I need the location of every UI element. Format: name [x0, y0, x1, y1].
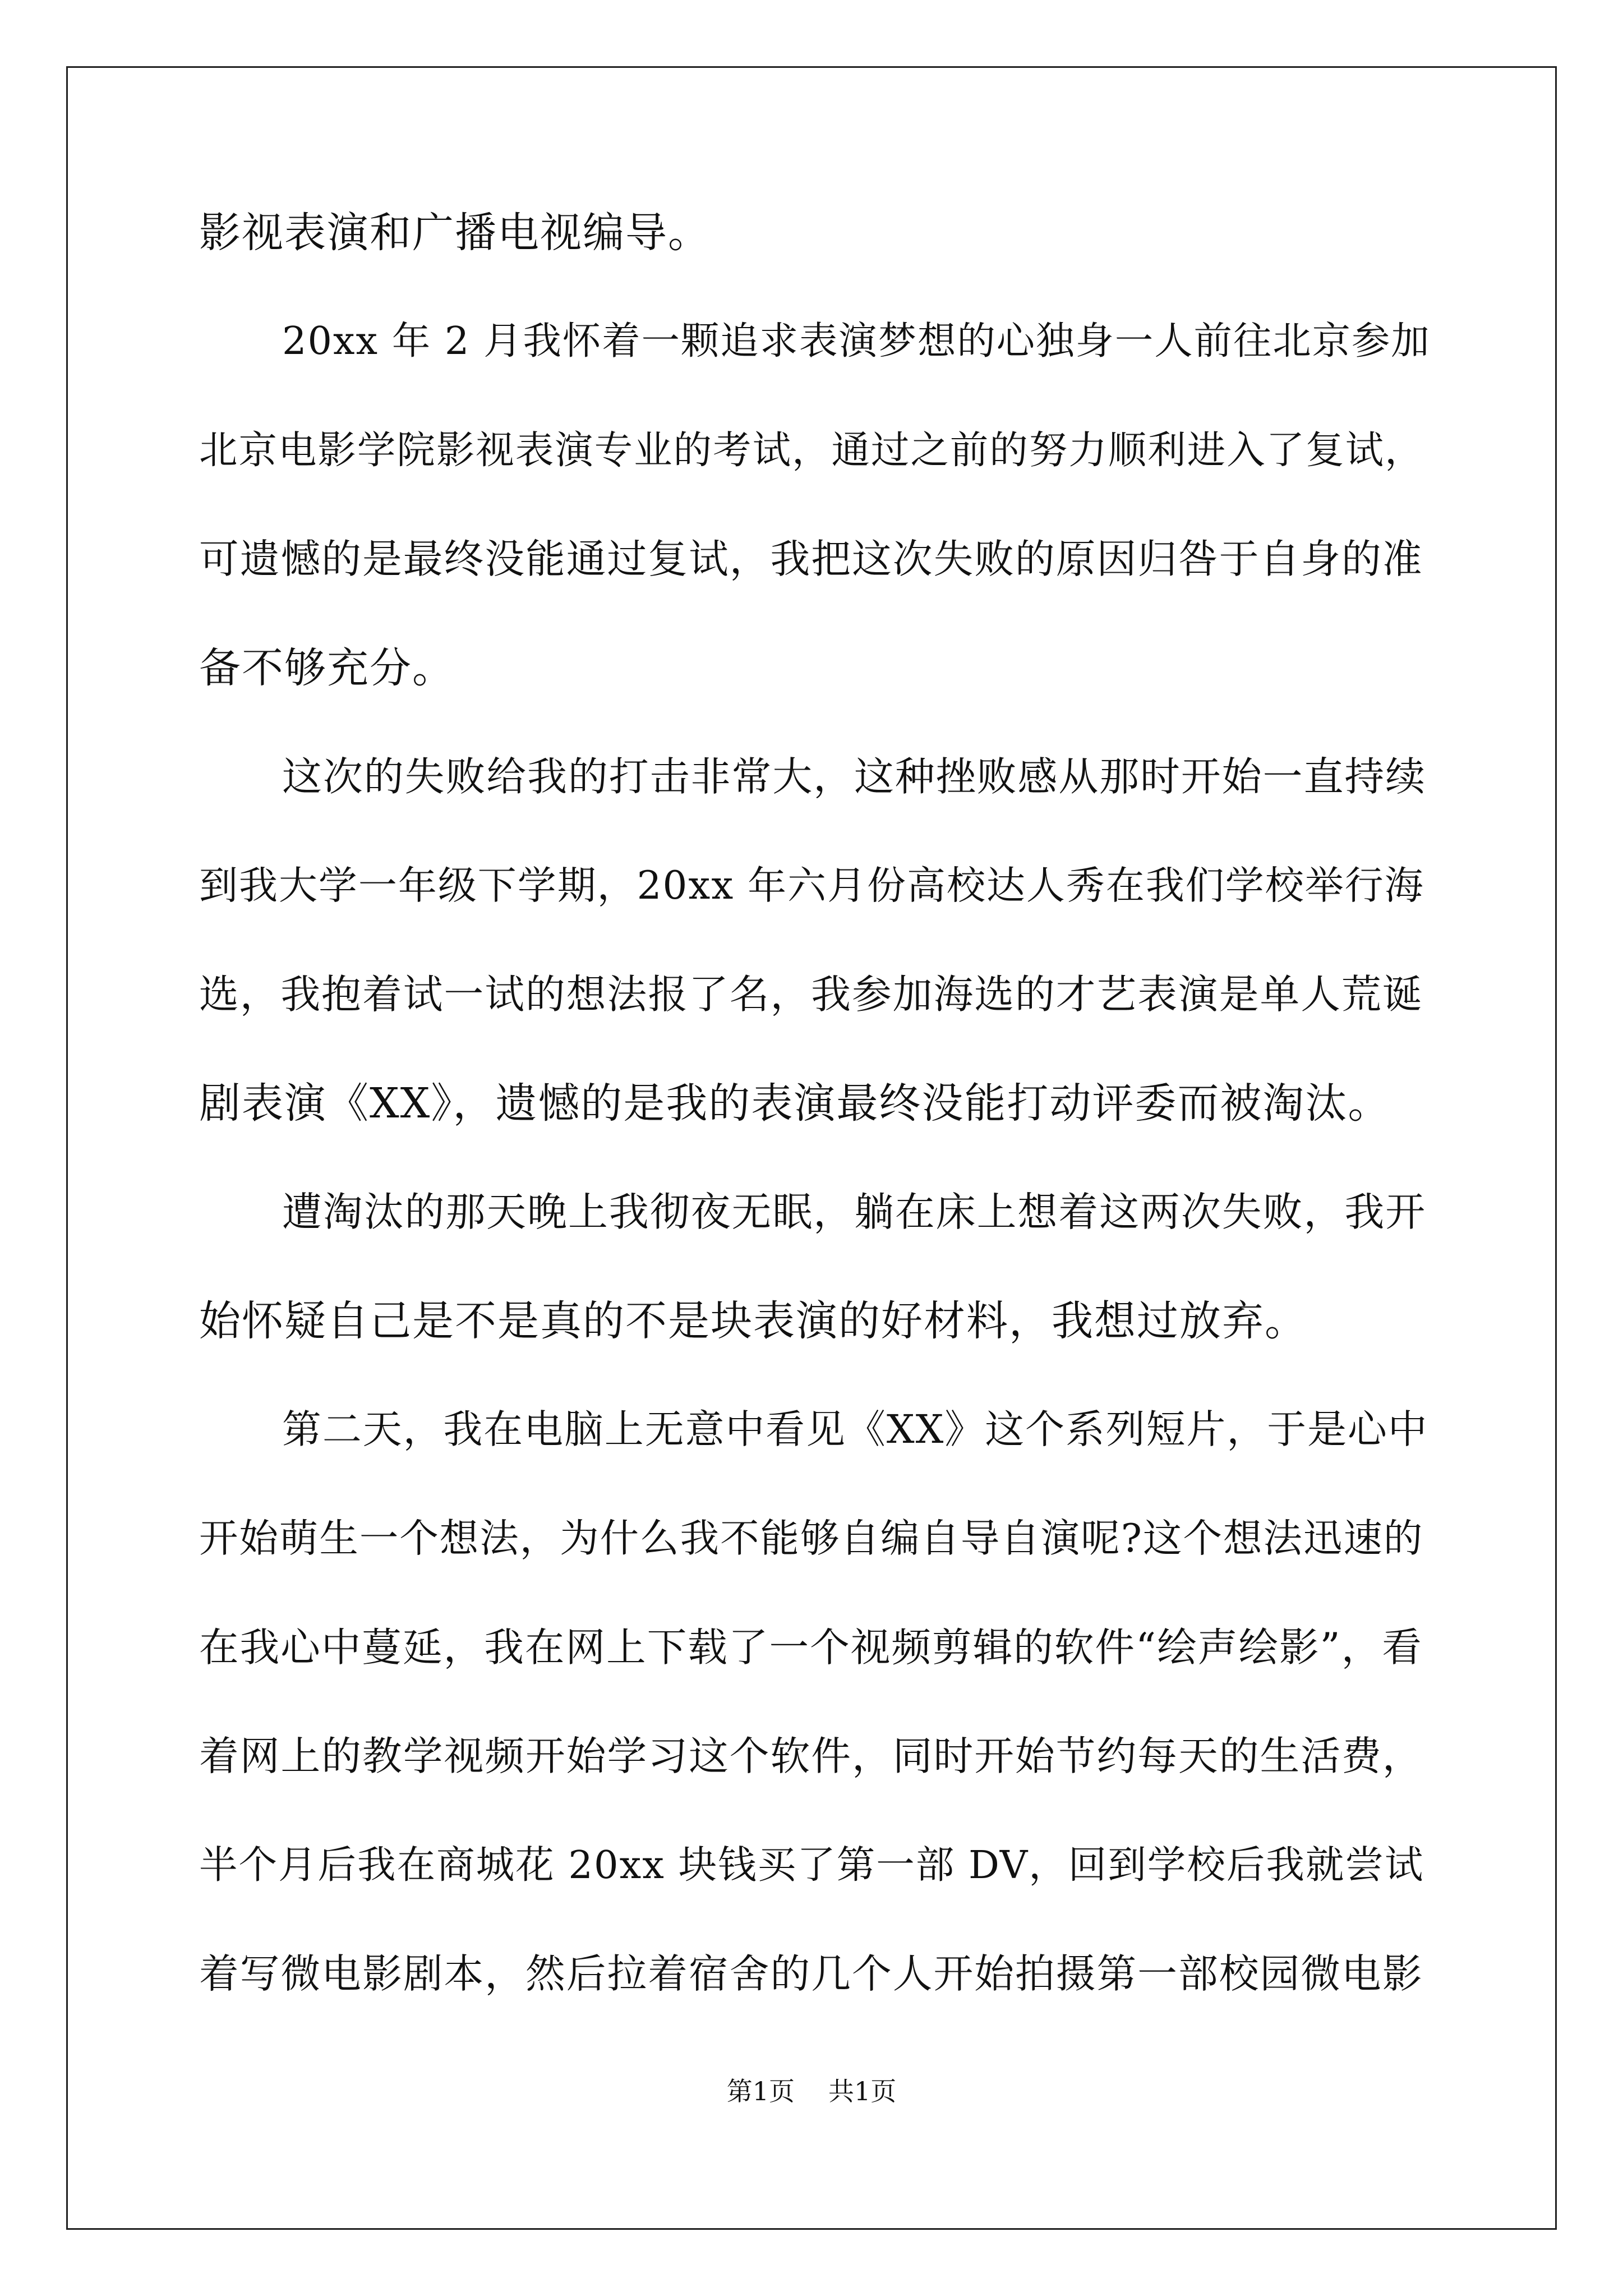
page-footer	[0, 2074, 1623, 2108]
paragraph-start-line: 20xx 年 2 月我怀着一颗追求表演梦想的心独身一人前往北京参加	[282, 319, 1431, 364]
paragraph-start-line: 这次的失败给我的打击非常大，这种挫败感从那时开始一直持续	[282, 753, 1427, 800]
text-line: 开始萌生一个想法，为什么我不能够自编自导自演呢?这个想法迅速的	[199, 1516, 1424, 1561]
paragraph-start-line: 遭淘汰的那天晚上我彻夜无眠，躺在床上想着这两次失败，我开	[282, 1189, 1427, 1235]
paragraph-start-line: 第二天，我在电脑上无意中看见《XX》这个系列短片，于是心中	[282, 1407, 1428, 1452]
text-line: 到我大学一年级下学期，20xx 年六月份高校达人秀在我们学校举行海	[199, 863, 1424, 908]
text-line: 北京电影学院影视表演专业的考试，通过之前的努力顺利进入了复试，	[199, 428, 1424, 473]
text-line: 备不够充分。	[199, 644, 455, 692]
text-line: 着网上的教学视频开始学习这个软件，同时开始节约每天的生活费，	[199, 1733, 1423, 1779]
text-line: 可遗憾的是最终没能通过复试，我把这次失败的原因归咎于自身的准	[199, 536, 1423, 582]
page-total: 共1页	[828, 2076, 897, 2106]
text-line: 始怀疑自己是不是真的不是块表演的好材料，我想过放弃。	[199, 1297, 1307, 1345]
text-line: 半个月后我在商城花 20xx 块钱买了第一部 DV，回到学校后我就尝试	[199, 1843, 1424, 1888]
text-line: 着写微电影剧本，然后拉着宿舍的几个人开始拍摄第一部校园微电影	[199, 1950, 1423, 1997]
text-line: 影视表演和广播电视编导。	[199, 209, 711, 257]
text-line: 在我心中蔓延，我在网上下载了一个视频剪辑的软件“绘声绘影”，看	[199, 1624, 1423, 1671]
text-line: 剧表演《XX》，遗憾的是我的表演最终没能打动评委而被淘汰。	[199, 1079, 1391, 1128]
page-border	[66, 66, 1557, 2230]
text-line: 选，我抱着试一试的想法报了名，我参加海选的才艺表演是单人荒诞	[199, 971, 1423, 1018]
page-number: 第1页	[726, 2076, 795, 2106]
